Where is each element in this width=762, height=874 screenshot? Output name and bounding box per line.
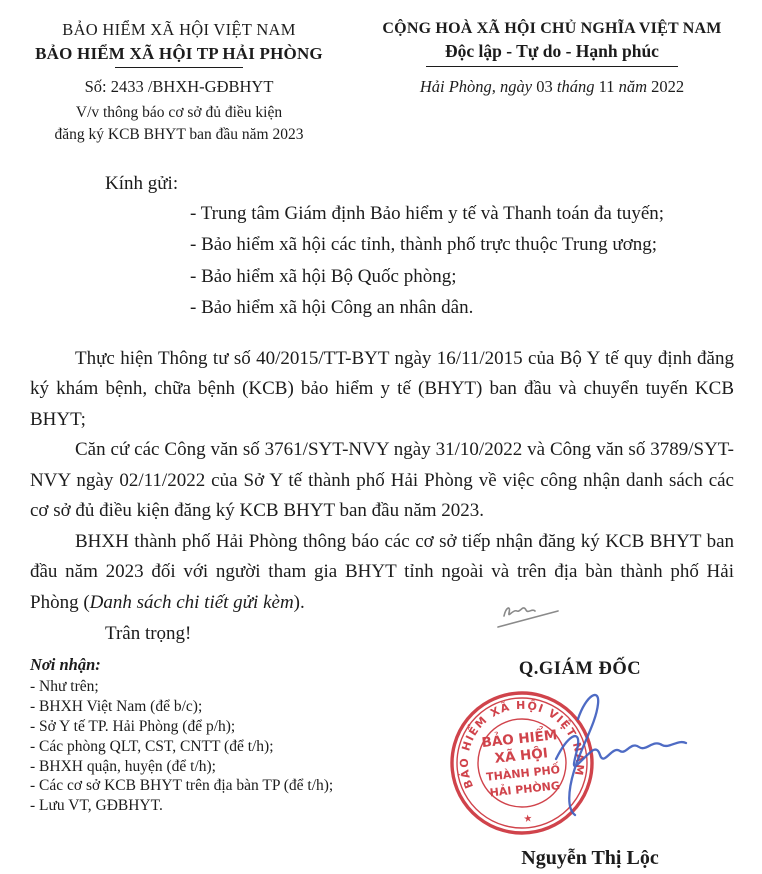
seal-center-line-1: BẢO HIỂM: [480, 727, 559, 752]
document-header: [0, 0, 762, 147]
signer-name: Nguyễn Thị Lộc: [521, 847, 659, 870]
parent-org-name: BẢO HIỂM XÃ HỘI VIỆT NAM: [62, 20, 296, 39]
distribution-item: - BHXH quận, huyện (để t/h);: [30, 757, 216, 775]
national-title: CỘNG HOÀ XÃ HỘI CHỦ NGHĨA VIỆT NAM: [382, 20, 722, 37]
body-paragraph-1: Thực hiện Thông tư số 40/2015/TT-BYT ngày 16/11/2015 của Bộ Y tế quy định đăng ký khám bệnh, chữa bệnh (KCB) bảo hiểm y tế (BHYT) ban đầu và chuyển tuyến KCB BHYT;: [30, 347, 734, 430]
date-year-word: năm: [614, 77, 652, 96]
seal-star-icon: ★: [522, 813, 533, 826]
distribution-item: - Sở Y tế TP. Hải Phòng (để p/h);: [30, 718, 236, 736]
recipient-item: - Trung tâm Giám định Bảo hiểm y tế và Thanh toán đa tuyến;: [190, 202, 665, 224]
place-and-date: [352, 77, 752, 97]
distribution-item: - BHXH Việt Nam (để b/c);: [30, 698, 203, 716]
date-month: 11: [598, 77, 615, 96]
document-subject: [6, 102, 352, 147]
document-body: [30, 344, 734, 646]
closing-phrase: Trân trọng!: [105, 623, 192, 645]
paragraph-3-attachment-note: Danh sách chi tiết gửi kèm: [89, 591, 294, 613]
date-month-word: tháng: [552, 77, 599, 96]
date-place: Hải Phòng, ngày: [419, 77, 537, 96]
distribution-item: - Các phòng QLT, CST, CNTT (để t/h);: [30, 737, 274, 755]
signer-title: Q.GIÁM ĐỐC: [518, 659, 642, 680]
seal-center-line-4: HẢI PHÒNG: [489, 779, 561, 800]
paragraph-3-text: BHXH thành phố Hải Phòng thông báo các cơ sở tiếp nhận đăng ký KCB BHYT ban đầu năm 2023 đối với người tham gia BHYT tỉnh ngoài và trên địa bàn thành phố Hải Phòng (: [30, 530, 734, 613]
distribution-block: [30, 655, 333, 816]
distribution-item: - Lưu VT, GĐBHYT.: [30, 797, 163, 815]
date-year: 2022: [651, 77, 685, 96]
seal-ring-text: BẢO HIỂM XÃ HỘI VIỆT NAM: [457, 699, 587, 791]
seal-center-line-2: XÃ HỘI: [493, 745, 549, 768]
date-day: 03: [536, 77, 553, 96]
salutation-block: [0, 173, 762, 324]
recipient-item: - Bảo hiểm xã hội các tỉnh, thành phố trực thuộc Trung ương;: [190, 234, 658, 256]
document-footer: [0, 651, 762, 874]
subject-line-2: đăng ký KCB BHYT ban đầu năm 2023: [54, 126, 304, 144]
document-number: Số: 2433 /BHXH-GĐBHYT: [84, 77, 274, 96]
issuing-org-block: [0, 20, 352, 147]
handwritten-signature: [532, 679, 702, 824]
distribution-label: Nơi nhận:: [30, 655, 101, 675]
recipient-list: [190, 198, 762, 324]
body-paragraph-3: [30, 527, 734, 619]
paragraph-3-end: ).: [293, 591, 305, 613]
national-motto: Độc lập - Tự do - Hạnh phúc: [352, 41, 752, 67]
distribution-item: - Các cơ sở KCB BHYT trên địa bàn TP (để t/h);: [30, 777, 334, 795]
signature-block: [420, 651, 750, 874]
issuing-org-name: BẢO HIỂM XÃ HỘI TP HẢI PHÒNG: [6, 44, 352, 68]
distribution-item: - Như trên;: [30, 678, 99, 696]
handwritten-pen-mark: [492, 596, 572, 632]
salutation-label: Kính gửi:: [105, 172, 179, 194]
subject-line-1: V/v thông báo cơ sở đủ điều kiện: [75, 104, 283, 121]
national-header-block: [352, 20, 756, 147]
body-paragraph-2: Căn cứ các Công văn số 3761/SYT-NVY ngày 31/10/2022 và Công văn số 3789/SYT-NVY ngày 02/11/2022 của Sở Y tế thành phố Hải Phòng về việc công nhận danh sách các cơ sở đủ điều kiện đăng ký KCB BHYT ban đầu năm 2023.: [30, 439, 734, 522]
seal-center-line-3: THÀNH PHỐ: [485, 763, 561, 785]
recipient-item: - Bảo hiểm xã hội Bộ Quốc phòng;: [190, 265, 457, 287]
recipient-item: - Bảo hiểm xã hội Công an nhân dân.: [190, 297, 474, 319]
